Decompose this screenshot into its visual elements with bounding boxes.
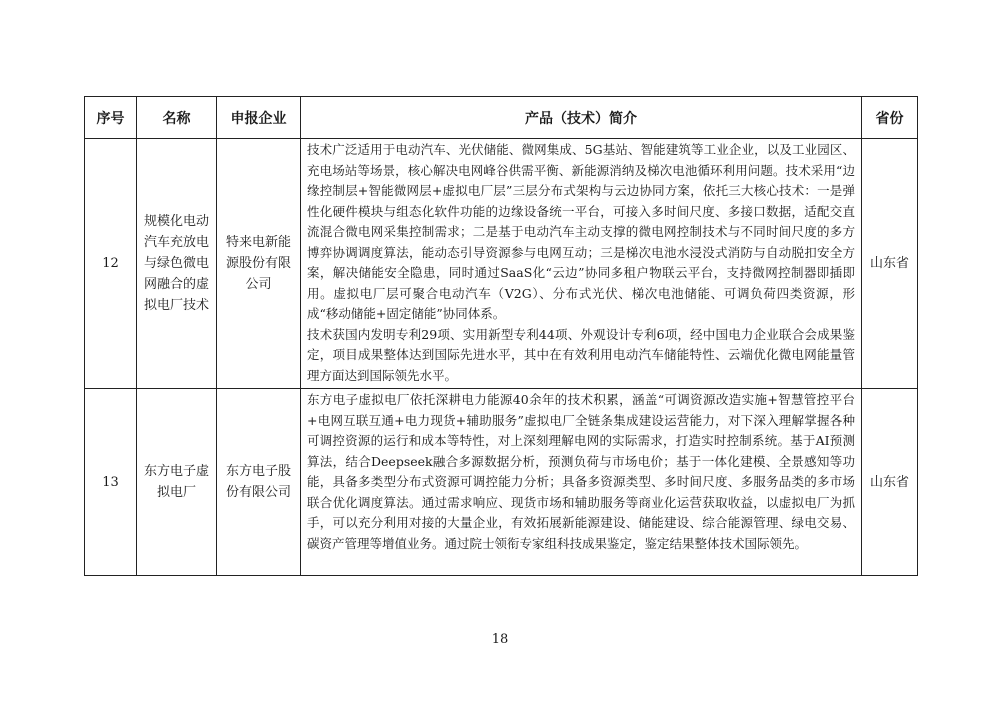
description-paragraph: 技术广泛适用于电动汽车、光伏储能、微网集成、5G基站、智能建筑等工业企业，以及工业园区、充电场站等场景，核心解决电网峰谷供需平衡、新能源消纳及梯次电池循环利用问题。技术采用“边缘控制层+智能微网层+虚拟电厂层”三层分布式架构与云边协同方案，依托三大核心技术：一是弹性化硬件模块与组态化软件功能的边缘设备统一平台，可接入多时间尺度、多接口数据，适配交直流混合微电网采集控制需求；二是基于电动汽车主动支撑的微电网控制技术与不同时间尺度的多方博弈协调调度算法，能动态引导资源参与电网互动；三是梯次电池水浸没式消防与自动脱扣安全方案，解决储能安全隐患，同时通过SaaS化“云边”协同多租户物联云平台，支持微网控制器即插即用。虚拟电厂层可聚合电动汽车（V2G）、分布式光伏、梯次电池储能、可调负荷四类资源，形成“移动储能+固定储能”协同体系。: [307, 142, 855, 321]
row-name: 东方电子虚拟电厂: [137, 389, 217, 576]
description-paragraph: 技术获国内发明专利29项、实用新型专利44项、外观设计专利6项，经中国电力企业联合会成果鉴定，项目成果整体达到国际先进水平，其中在有效利用电动汽车储能特性、云端优化微电网能量管理方面达到国际领先水平。: [307, 326, 855, 383]
row-province: 山东省: [862, 139, 918, 389]
header-index: 序号: [85, 97, 137, 139]
row-index: 13: [85, 389, 137, 576]
header-company: 申报企业: [217, 97, 301, 139]
table-header-row: [85, 97, 918, 139]
row-name: 规模化电动汽车充放电与绿色微电网融合的虚拟电厂技术: [137, 139, 217, 389]
page-number: 18: [491, 632, 509, 647]
row-description: [301, 389, 862, 576]
row-index: 12: [85, 139, 137, 389]
description-paragraph: 东方电子虚拟电厂依托深耕电力能源40余年的技术积累，涵盖“可调资源改造实施+智慧管控平台+电网互联互通+电力现货+辅助服务”虚拟电厂全链条集成建设运营能力，对下深入理解掌握各种可调控资源的运行和成本等特性，对上深刻理解电网的实际需求，打造实时控制系统。基于AI预测算法，结合Deepseek融合多源数据分析，预测负荷与市场电价；基于一体化建模、全景感知等功能，具备多类型分布式资源可调控能力分析；具备多资源类型、多时间尺度、多服务品类的多市场联合优化调度算法。通过需求响应、现货市场和辅助服务等商业化运营获取收益，以虚拟电厂为抓手，可以充分利用对接的大量企业，有效拓展新能源建设、储能建设、综合能源管理、绿电交易、碳资产管理等增值业务。通过院士领衔专家组科技成果鉴定，鉴定结果整体技术国际领先。: [307, 392, 855, 551]
table-row: [85, 139, 918, 389]
header-name: 名称: [137, 97, 217, 139]
product-table: [84, 96, 918, 576]
header-province: 省份: [862, 97, 918, 139]
row-company: 特来电新能源股份有限公司: [217, 139, 301, 389]
row-province: 山东省: [862, 389, 918, 576]
header-description: 产品（技术）简介: [301, 97, 862, 139]
row-company: 东方电子股份有限公司: [217, 389, 301, 576]
row-description: [301, 139, 862, 389]
table-row: [85, 389, 918, 576]
